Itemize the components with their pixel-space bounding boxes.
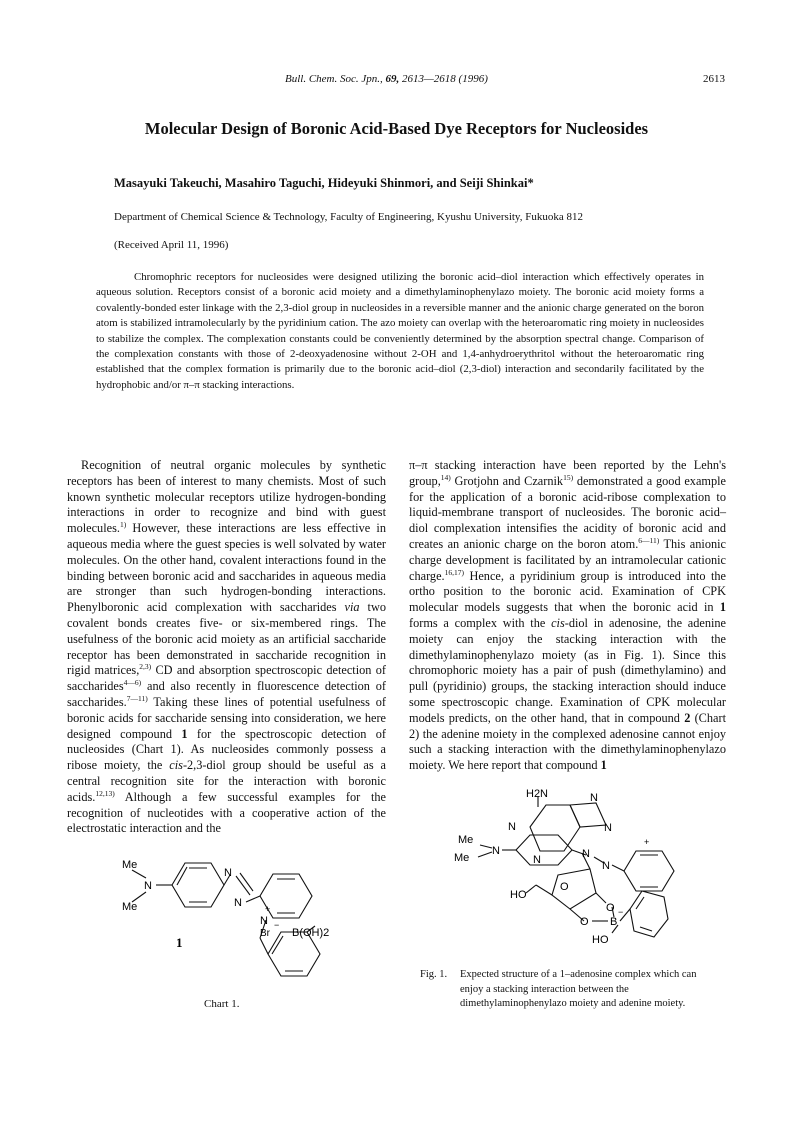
fig1-atom-n1: N <box>590 792 598 804</box>
chart1-charge-minus: − <box>274 920 280 930</box>
fig1-atom-ho-bottom: HO <box>592 934 609 946</box>
fig1-atom-o-ester1: O <box>606 902 615 914</box>
page-number: 2613 <box>703 73 725 85</box>
fig1-charge-plus: + <box>644 837 650 847</box>
abstract: Chromophric receptors for nucleosides were designed utilizing the boronic acid–diol interaction which effectively operates in aqueous solution. Receptors consist of a boronic acid moiety and a dimethylaminophenylazo moiety. The boronic acid moiety forms a covalently-bonded ester linkage with the 2,3-diol group in nucleosides in a reversible manner and the anionic charge generated on the boron atom is stabilized intramolecularly by the pyridinium cation. The azo moiety can overlap with the heteroaromatic ring moiety in nucleosides to stabilize the complex. The complexation constants could be conveniently determined by the absorption spectral change. Comparison of the complexation constants with those of 2-deoxyadenosine without 2-OH and 1,4-anhydroerythritol without the heteroaromatic ring established that the complex formation is primarily due to the boronic acid–diol (2,3-diol) interaction and secondarily facilitated by the hydrophobic and/or π–π stacking interactions. <box>96 271 704 391</box>
chart1-atom-n-azo2: N <box>234 897 242 909</box>
chart1-atom-n-azo1: N <box>224 867 232 879</box>
fig1-caption-text: Expected structure of a 1–adenosine complex which can enjoy a stacking interaction between the dimethylaminophenylazo moiety and adenine moiety. <box>460 969 697 1010</box>
chart1-charge-plus: + <box>265 904 271 914</box>
chart1-atom-n-pyridinium: N <box>260 915 268 927</box>
fig1-atom-me1: Me <box>458 834 474 846</box>
chart1-atom-br: Br <box>260 928 270 939</box>
fig1-atom-n-azo2: N <box>602 860 610 872</box>
body-column-right: π–π stacking interaction have been reported by the Lehn's group,$^{14)}$ Grotjohn and Czarnik$^{15)}$ demonstrated a good example for the application of a boronic acid-ribose complexation to liquid-membrane transport of nucleosides. The boronic acid–diol complexation intensifies the acidity of boronic acid and creates an anionic charge on the boron atom.$^{6—11)}$ This anionic charge development is facilitated by an intramolecular cationic charge.$^{16,17)}$ Hence, a pyridinium group is introduced into the ortho position to the boronic acid. Examination of CPK molecular models suggests that when the boronic acid in 1 forms a complex with the cis-diol in adenosine, the adenine moiety can enjoy the stacking interaction with the dimethylaminophenylazo moiety (as in Fig. 1). Since this chromophoric moiety has a pair of push (dimethylamino) and pull (pyridinio) groups, the stacking interaction should induce some spectroscopic change. Examination of CPK molecular models predicts, on the other hand, that in compound 2 (Chart 2) the adenine moiety in the complexed adenosine cannot enjoy such a stacking interaction with the dimethylaminophenylazo moiety. We here report that compound 1 <box>409 458 726 773</box>
fig1-atom-n4: N <box>533 854 541 866</box>
chart1-boronic-acid: B(OH)2 <box>292 927 330 939</box>
fig1-charge-minus: − <box>618 907 624 917</box>
body-column-left: Recognition of neutral organic molecules by synthetic receptors has been of interest to many chemists. Most of such known synthetic molecular receptors utilize hydrogen-bonding interactions in order to recognize and bind with guest molecules.$^{1)}$ However, these interactions are less effective in aqueous media where the guest species is well solvated by water molecules. On the other hand, covalent interactions found in the binding between boronic acid and saccharides in aqueous media are stronger than such hydrogen-bonding interactions. Phenylboronic acid complexation with saccharides via two covalent bonds creates five- or six-membered rings. The usefulness of the boronic acid moiety as an artificial saccharide receptor has been demonstrated in saccharide recognition in rigid matrices,$^{2,3)}$ CD and absorption spectroscopic detection of saccharides$^{4—6)}$ and also recently in fluorescence detection of saccharides.$^{7—11)}$ Taking these lines of potential usefulness of boronic acids for saccharide sensing into consideration, we here designed compound 1 for the spectroscopic detection of nucleosides (Chart 1). As nucleosides commonly possess a ribose moiety, the cis-2,3-diol group should be useful as a central recognition site for the interaction with boronic acids.$^{12,13)}$ Although a few successful examples for the recognition of nucleotides with a cooperative action of the electrostatic interaction and the <box>67 458 386 836</box>
fig1-atom-n-amine: N <box>492 845 500 857</box>
author-list: Masayuki Takeuchi, Masahiro Taguchi, Hideyuki Shinmori, and Seiji Shinkai* <box>114 176 534 190</box>
fig1-atom-n2: N <box>508 821 516 833</box>
fig1-atom-boron: B <box>610 916 618 928</box>
article-title: Molecular Design of Boronic Acid-Based Dye Receptors for Nucleosides <box>144 119 649 138</box>
fig1-atom-h2n: H2N <box>526 788 549 800</box>
fig1-caption-label: Fig. 1. <box>420 969 448 980</box>
fig1-structure <box>440 785 720 960</box>
fig1-atom-o-ester2: O <box>580 916 589 928</box>
chart1-structure <box>100 850 360 990</box>
fig1-atom-o-ring: O <box>560 881 569 893</box>
chart1-compound-number: 1 <box>176 935 183 950</box>
fig1-atom-n-azo1: N <box>582 848 590 860</box>
fig1-caption <box>420 968 716 1012</box>
fig1-atom-me2: Me <box>454 852 470 864</box>
fig1-atom-ho-top: HO <box>510 889 527 901</box>
chart1-label: Chart 1. <box>204 998 240 1010</box>
affiliation: Department of Chemical Science & Technology, Faculty of Engineering, Kyushu University, Fukuoka 812 <box>114 211 583 223</box>
chart1-atom-me-bottom: Me <box>122 901 138 913</box>
chart1-atom-me-top: Me <box>122 859 138 871</box>
received-date: (Received April 11, 1996) <box>114 239 229 251</box>
fig1-atom-n3: N <box>604 822 612 834</box>
journal-citation: Bull. Chem. Soc. Jpn., 69, 2613—2618 (1996) <box>285 73 488 85</box>
chart1-atom-n-amine: N <box>144 880 152 892</box>
